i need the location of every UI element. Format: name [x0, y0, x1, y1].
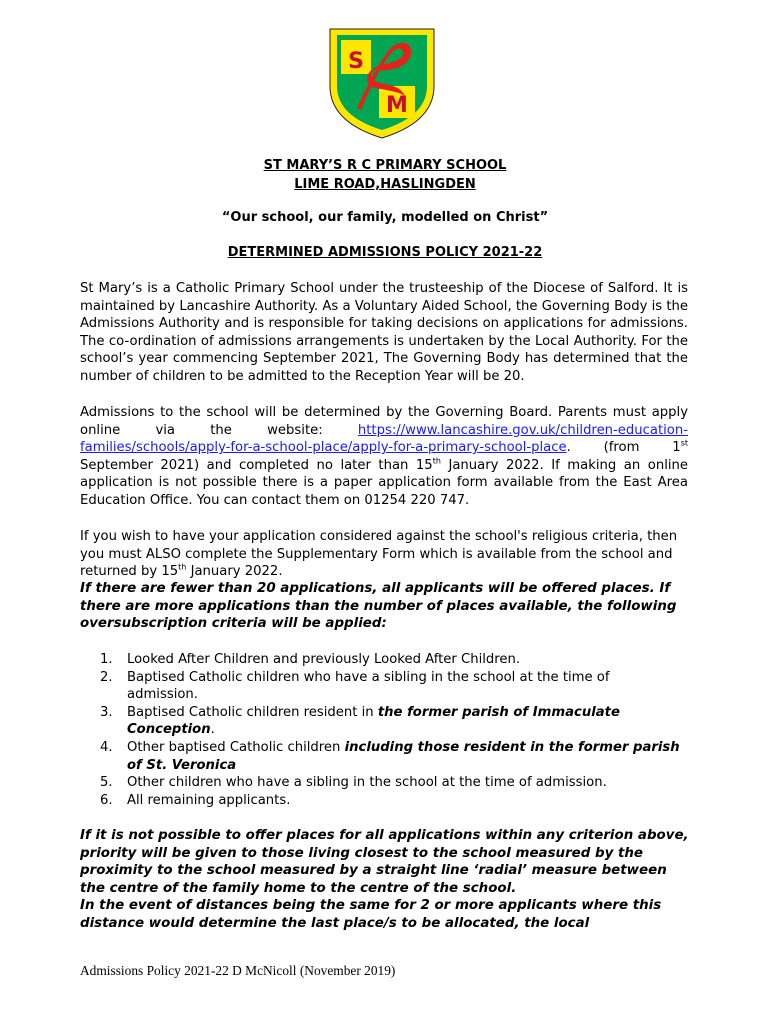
page-footer: Admissions Policy 2021-22 D McNicoll (November 2019) [80, 963, 396, 978]
school-address-heading: LIME ROAD,HASLINGDEN [294, 177, 476, 192]
admissions-lead: Admissions to the school will be determined by the Governing Board. Parents must apply online via the website: [80, 405, 688, 438]
school-name-heading: ST MARY’S R C PRIMARY SCHOOL [263, 158, 507, 173]
criterion-item: 3. Baptised Catholic children resident in the former parish of Immaculate Conception. [100, 704, 620, 738]
school-motto: “Our school, our family, modelled on Christ” [221, 210, 549, 225]
religious-criteria-paragraph: If you wish to have your application considered against the school's religious criteria, then you must ALSO complete the Supplementary Form which is available from the school and returned by 15th January 2022. [80, 529, 678, 580]
lancashire-apply-link[interactable]: https://www.lancashire.gov.uk/children-education-families/schools/apply-for-a-school-place/apply-for-a-primary-school-place [80, 422, 688, 456]
criterion-item: 2. Baptised Catholic children who have a sibling in the school at the time of admission. [100, 669, 610, 703]
criterion-item: 1. Looked After Children and previously Looked After Children. [100, 652, 521, 667]
crest-letter-s: S [348, 49, 364, 74]
school-crest-logo [327, 26, 437, 140]
equal-distance-paragraph: In the event of distances being the same for 2 or more applicants where this distance would determine the last place/s to be allocated, the local [80, 898, 662, 931]
intro-paragraph: St Mary’s is a Catholic Primary School under the trusteeship of the Diocese of Salford. It is maintained by Lancashire Authority. As a Voluntary Aided School, the Governing Body is the Admissions Authority and is responsible for taking decisions on applications for admissions. The co-ordination of admissions arrangements is undertaken by the Local Authority. For the school’s year commencing September 2021, The Governing Body has determined that the number of children to be admitted to the Reception Year will be 20. [80, 281, 688, 384]
criterion-item: 4. Other baptised Catholic children including those resident in the former parish of St. Veronica [100, 739, 680, 773]
tiebreak-paragraph: If it is not possible to offer places for all applications within any criterion above, priority will be given to those living closest to the school measured by the proximity to the school measured by a straight line ‘radial’ measure between the centre of the family home to the centre of the school. [80, 828, 689, 896]
oversubscription-note: If there are fewer than 20 applications, all applicants will be offered places. If there are more applications than the number of places available, the following oversubscription criteria will be applied: [80, 581, 677, 632]
oversubscription-criteria-list [80, 651, 680, 809]
criterion-item: 5. Other children who have a sibling in the school at the time of admission. [100, 775, 607, 791]
admissions-paragraph: Admissions to the school will be determined by the Governing Board. Parents must apply online via the website: https://www.lancashire.gov.uk/children-education-families/schools/apply-for-a-school-place/apply-for-a-primary-school-place. (from 1st September 2021) and completed no later than 15th January 2022. If making an online application is not possible there is a paper application form available from the East Area Education Office. You can contact them on 01254 220 747. [80, 405, 688, 508]
crest-letter-m: M [386, 93, 408, 118]
criterion-item: 6. All remaining applicants. [100, 792, 291, 808]
policy-title: DETERMINED ADMISSIONS POLICY 2021-22 [227, 245, 543, 260]
